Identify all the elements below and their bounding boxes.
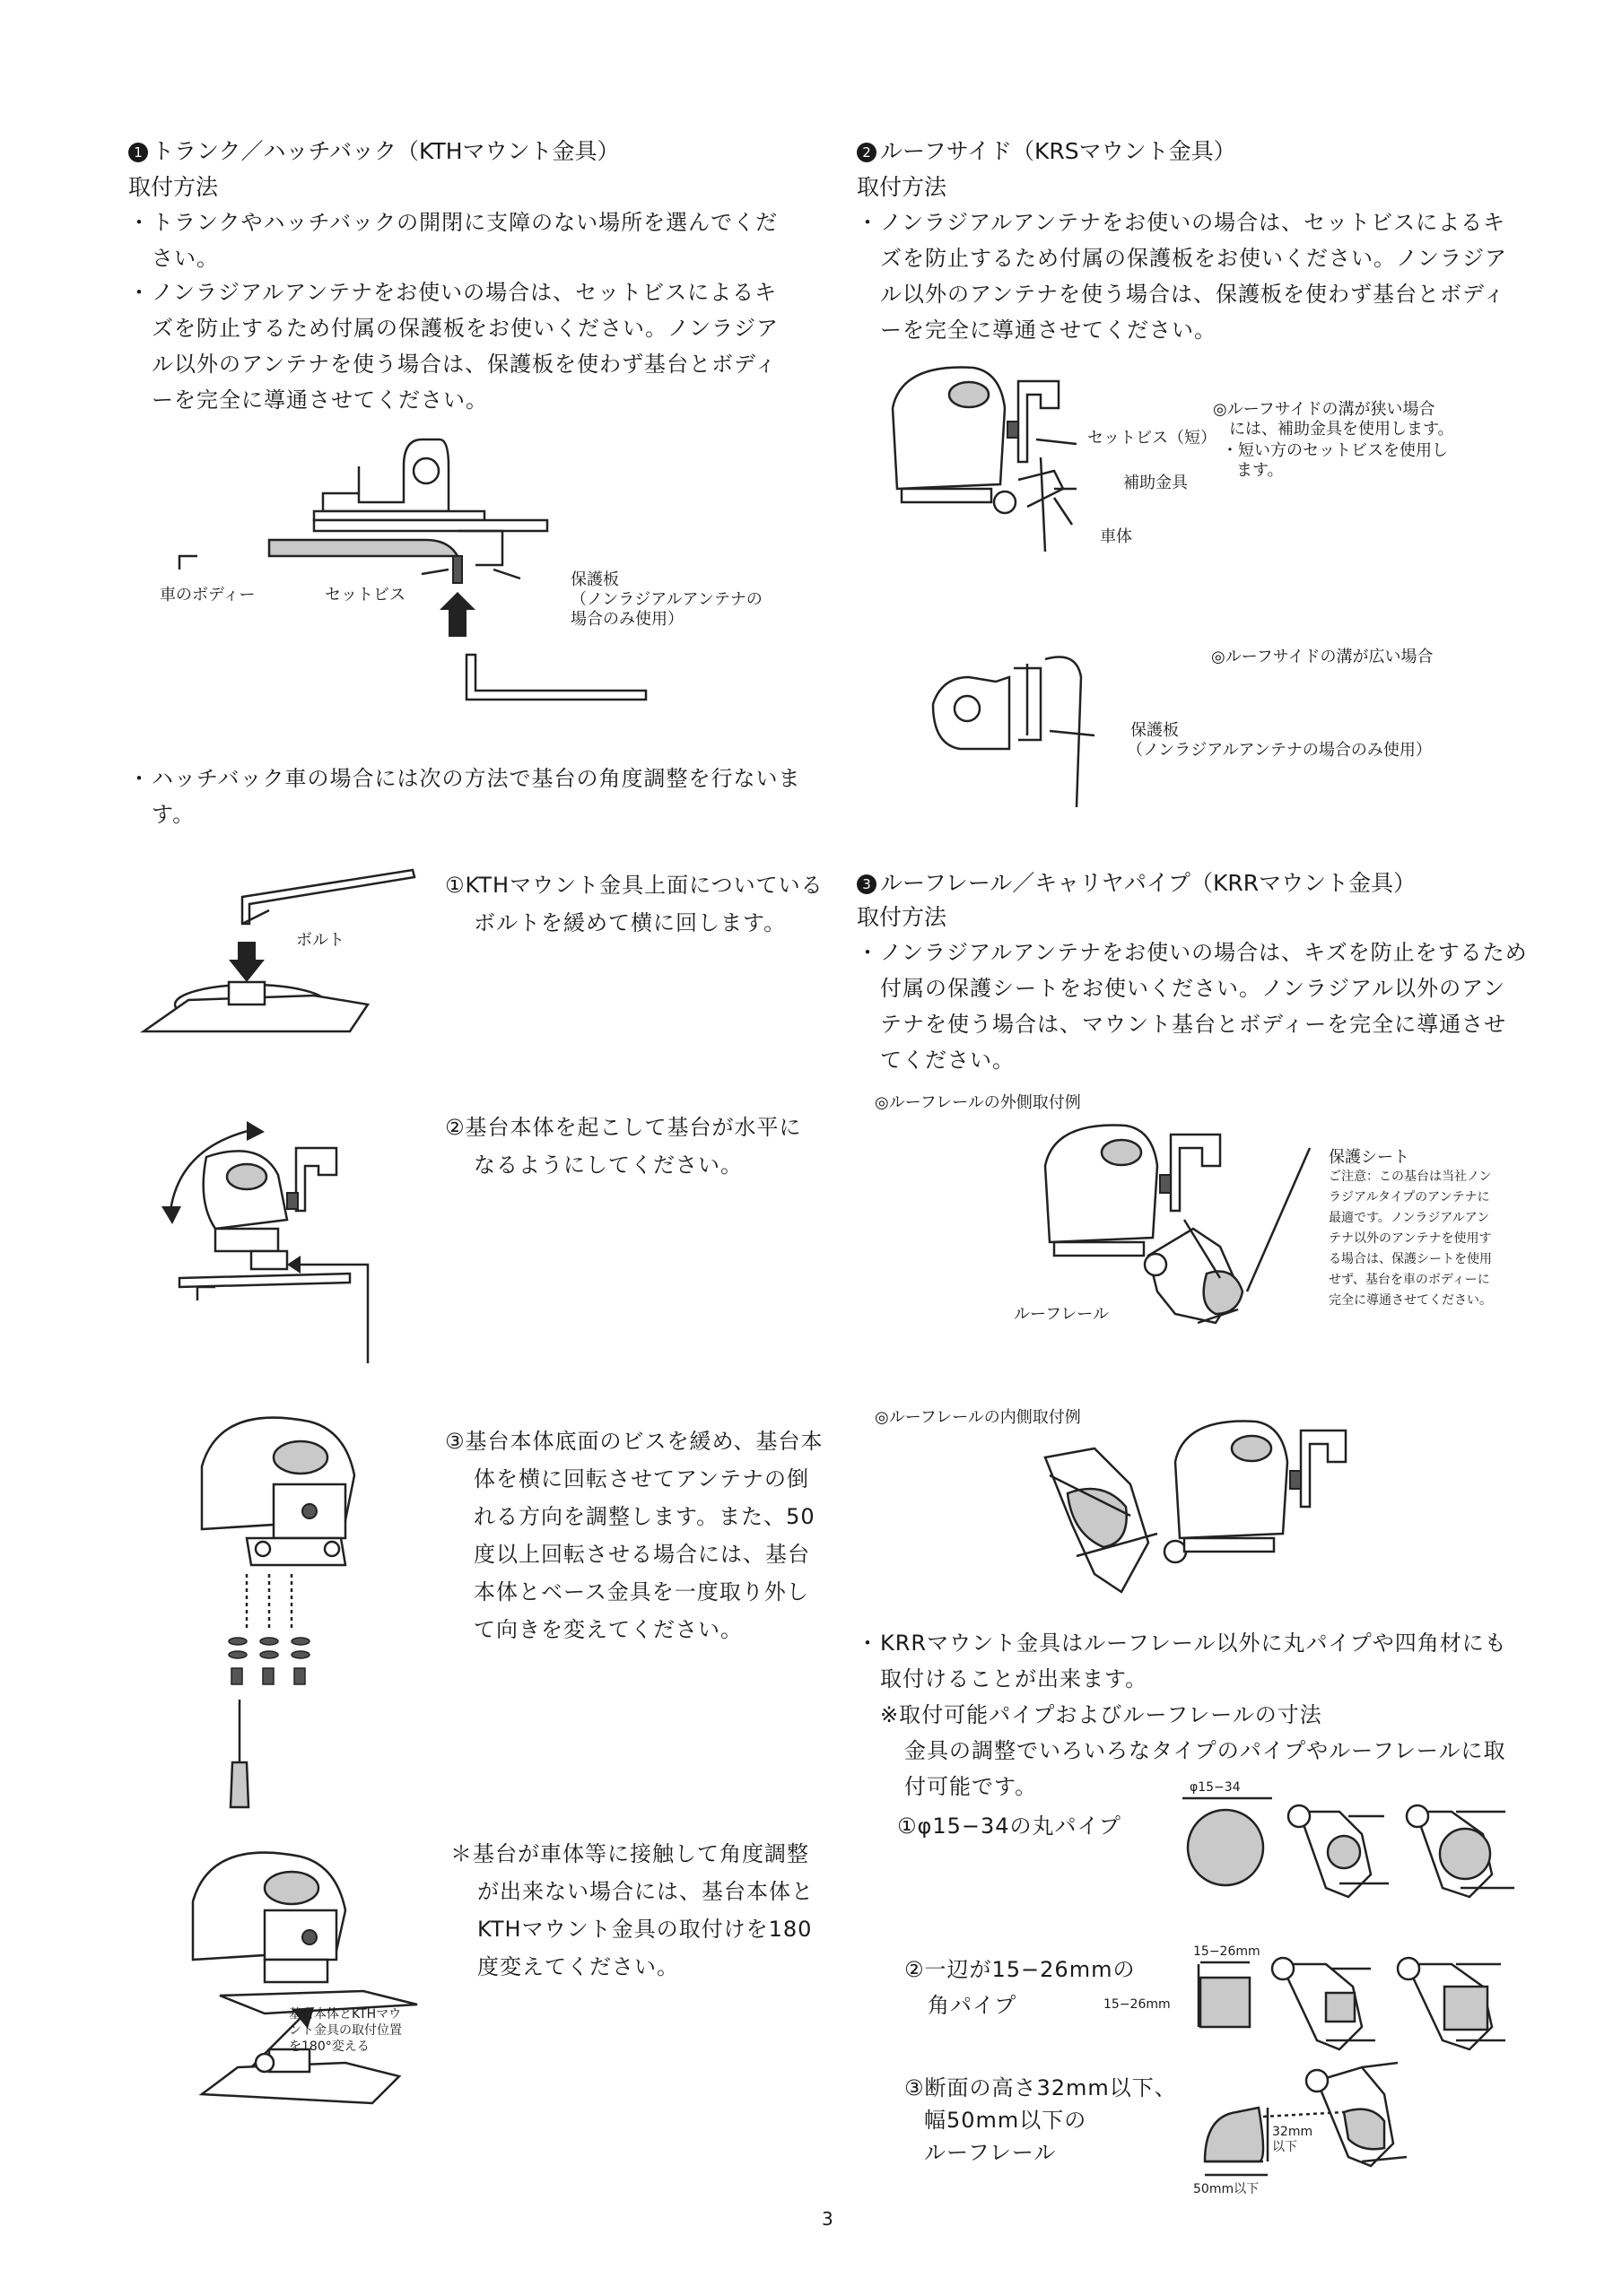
caution-line-2: ラジアルタイプのアンテナに	[1329, 1190, 1490, 1205]
bullet-mark: ・	[128, 210, 151, 235]
trunk-screw-label: セットビス	[325, 586, 406, 604]
step4-callout-3: を180°変える	[289, 2039, 370, 2054]
rail-outer-label: ◎ルーフレールの外側取付例	[875, 1093, 1081, 1112]
caution-line-4: テナ以外のアンテナを使用す	[1329, 1231, 1492, 1246]
section2-badge: 2	[857, 143, 876, 162]
bullet-mark: ・	[857, 210, 879, 235]
caution-line-6: せず、基台を車のボディーに	[1329, 1273, 1490, 1287]
step3-text: ③基台本体底面のビスを緩め、基台本体を横に回転させてアンテナの倒れる方向を調整します。また、50度以上回転させる場合には、基台本体とベース金具を一度取り外して向きを変えてください。	[445, 1429, 824, 1642]
section1-badge: 1	[128, 143, 148, 162]
roofside-screw-short-label: セットビス（短）	[1087, 429, 1216, 448]
trunk-plate-label: 保護板	[571, 570, 619, 589]
roofside-aux-label: 補助金具	[1123, 474, 1188, 492]
trunk-plate-note: （ノンラジアルアンテナの	[571, 590, 763, 609]
roofside-wide-diagram	[924, 650, 1157, 807]
roofside-plate-label: 保護板	[1130, 721, 1179, 740]
bullet-mark: ・	[857, 1631, 879, 1656]
step1-text: ①KTHマウント金具上面についているボルトを緩めて横に回します。	[445, 873, 824, 935]
step4-text: ＊基台が車体等に接触して角度調整が出来ない場合には、基台本体とKTHマウント金具の取付けを180度変えてください。	[450, 1841, 814, 1979]
bullet-mark: ・	[128, 280, 151, 305]
section1-bullet-1-text: トランクやハッチバックの開閉に支障のない場所を選んでください。	[152, 210, 779, 271]
section3-bullet-text: ノンラジアルアンテナをお使いの場合は、キズを防止をするため付属の保護シートをお使いください。ノンラジアル以外のアンテナを使う場合は、マウント基台とボディーを完全に導通させてください。	[880, 940, 1528, 1073]
section3-subtitle: 取付方法	[857, 904, 947, 930]
krr-bullet-text: KRRマウント金具はルーフレール以外に丸パイプや四角材にも取付けることが出来ます。	[880, 1631, 1507, 1692]
pipe1-dim: φ15−34	[1190, 1780, 1241, 1795]
roofside-body-label: 車体	[1100, 527, 1132, 546]
section2-subtitle: 取付方法	[857, 174, 947, 200]
trunk-mount-diagram	[153, 430, 655, 691]
section3-badge: 3	[857, 874, 876, 894]
section1-title	[128, 136, 620, 167]
section3-title	[857, 868, 1416, 899]
protective-sheet-label: 保護シート	[1329, 1148, 1409, 1167]
pipe3-label-a: ③断面の高さ32mm以下、	[904, 2075, 1177, 2100]
krr-bullet	[857, 1625, 1528, 1697]
pipe1-label: ①φ15−34の丸パイプ	[897, 1813, 1121, 1839]
hatch-intro	[128, 761, 810, 832]
section2-title	[857, 136, 1236, 167]
pipe2-dim-w: 15−26mm	[1193, 1944, 1260, 1959]
step2-text: ②基台本体を起こして基台が水平になるようにしてください。	[445, 1115, 802, 1178]
trunk-body-label: 車のボディー	[160, 586, 256, 604]
pipe2-diagram	[1182, 1946, 1541, 2063]
step4-reverse-diagram	[184, 1848, 480, 2108]
roofside-note-2: には、補助金具を使用します。	[1229, 420, 1454, 439]
roofside-wide-note: ◎ルーフサイドの溝が広い場合	[1211, 648, 1434, 666]
section3-title-text: ルーフレール／キャリヤパイプ（KRRマウント金具）	[880, 870, 1417, 896]
roofside-note-4: ます。	[1236, 461, 1284, 480]
step4-callout-1: 基台本体とKTHマウ	[289, 2007, 402, 2022]
section1-bullet-1	[128, 204, 792, 276]
caution-line-1: ご注意：この基台は当社ノン	[1329, 1170, 1492, 1184]
section1-bullet-2-text: ノンラジアルアンテナをお使いの場合は、セットビスによるキズを防止するため付属の保護板をお使いください。ノンラジアル以外のアンテナを使う場合は、保護板を使わず基台とボディーを完全に導通させてください。	[152, 280, 780, 413]
pipe3-dim-h: 32mm	[1272, 2125, 1313, 2139]
section1-title-text: トランク／ハッチバック（KTHマウント金具）	[152, 138, 620, 164]
hatch-intro-text: ハッチバック車の場合には次の方法で基台の角度調整を行ないます。	[152, 766, 801, 827]
rail-outer-diagram	[1041, 1121, 1328, 1336]
step3-rotate-diagram	[184, 1413, 399, 1807]
page-number: 3	[822, 2208, 833, 2230]
pipe3-label-b: 幅50mm以下の	[924, 2108, 1087, 2133]
bullet-mark: ・	[128, 766, 151, 791]
section1-bullet-2	[128, 274, 792, 418]
step2-raise-diagram	[161, 1121, 395, 1354]
roofside-plate-note: （ノンラジアルアンテナの場合のみ使用）	[1127, 741, 1432, 760]
caution-line-5: る場合は、保護シートを使用	[1329, 1252, 1492, 1266]
rail-inner-label: ◎ルーフレールの内側取付例	[875, 1408, 1081, 1427]
step4-callout-2: ント金具の取付位置	[289, 2023, 402, 2038]
section2-bullet	[857, 204, 1525, 348]
step1-bolt-diagram	[135, 870, 431, 1049]
trunk-plate-note2: 場合のみ使用）	[571, 610, 684, 629]
pipe1-diagram	[1182, 1794, 1541, 1901]
pipe3-dim-h2: 以下	[1272, 2140, 1297, 2154]
roofside-note-3: ・短い方のセットビスを使用し	[1222, 441, 1448, 460]
section2-bullet-text: ノンラジアルアンテナをお使いの場合は、セットビスによるキズを防止するため付属の保護板をお使いください。ノンラジアル以外のアンテナを使う場合は、保護板を使わず基台とボディーを完全に導通させてください。	[880, 210, 1508, 343]
rail-inner-diagram	[1041, 1408, 1346, 1605]
krr-note-body: 金具の調整でいろいろなタイプのパイプやルーフレールに取付可能です。	[904, 1738, 1506, 1799]
section2-title-text: ルーフサイド（KRSマウント金具）	[880, 138, 1236, 164]
pipe2-label-b: 角パイプ	[928, 1993, 1017, 2018]
section1-subtitle: 取付方法	[128, 174, 219, 200]
caution-line-7: 完全に導通させてください。	[1329, 1293, 1492, 1308]
krr-note-title: ※取付可能パイプおよびルーフレールの寸法	[880, 1702, 1322, 1727]
pipe3-label-c: ルーフレール	[924, 2140, 1057, 2165]
roofside-narrow-diagram	[884, 363, 1207, 561]
pipe3-diagram	[1182, 2063, 1514, 2188]
section3-bullet	[857, 935, 1528, 1078]
pipe2-label-a: ②一辺が15−26mmの	[904, 1957, 1136, 1982]
roofside-note-1: ◎ルーフサイドの溝が狭い場合	[1213, 400, 1435, 419]
caution-line-3: 最適です。ノンラジアルアン	[1329, 1211, 1490, 1225]
pipe3-dim-w: 50mm以下	[1193, 2182, 1260, 2196]
bullet-mark: ・	[857, 940, 879, 965]
step1-bolt-label: ボルト	[296, 931, 344, 950]
rail-label: ルーフレール	[1014, 1305, 1110, 1324]
pipe2-dim-h: 15−26mm	[1103, 1997, 1171, 2012]
